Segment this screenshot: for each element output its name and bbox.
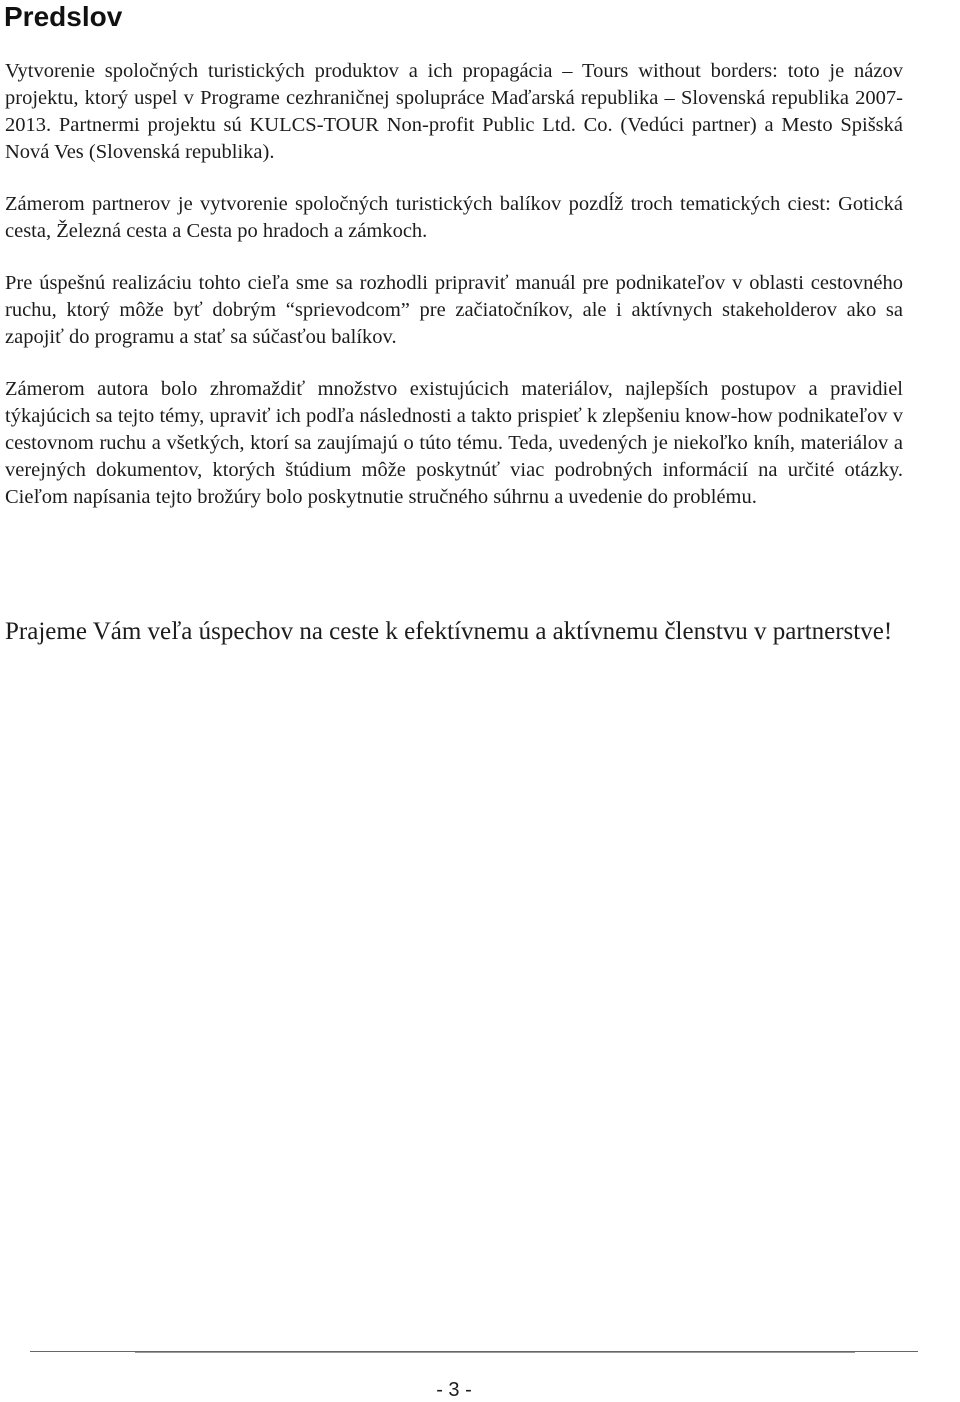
goals-paragraph: Zámerom partnerov je vytvorenie spoločných turistických balíkov pozdĺž troch tematických ciest: Gotická cesta, Železná cesta a Cesta po hradoch a zámkoch. xyxy=(5,193,903,242)
closing-wish: Prajeme Vám veľa úspechov na ceste k efektívnemu a aktívnemu členstvu v partnerstve! xyxy=(5,618,893,645)
page-number: - 3 - xyxy=(436,1379,472,1401)
manual-paragraph: Pre úspešnú realizáciu tohto cieľa sme sa rozhodli pripraviť manuál pre podnikateľov v oblasti cestovného ruchu, ktorý môže byť dobrým “sprievodcom” pre začiatočníkov, ale i aktívnych stakeholderov ako sa zapojiť do programu a stať sa súčasťou balíkov. xyxy=(5,272,903,348)
page-title: Predslov xyxy=(4,1,123,32)
footer-divider-inner xyxy=(135,1352,855,1353)
intro-paragraph: Vytvorenie spoločných turistických produktov a ich propagácia – Tours without borders: toto je názov projektu, ktorý uspel v Programe cezhraničnej spolupráce Maďarská republika – Slovenská republika 2007-2013. Partnermi projektu sú KULCS-TOUR Non-profit Public Ltd. Co. (Vedúci partner) a Mesto Spišská Nová Ves (Slovenská republika). xyxy=(5,60,903,163)
author-paragraph: Zámerom autora bolo zhromaždiť množstvo existujúcich materiálov, najlepších postupov a pravidiel týkajúcich sa tejto témy, upraviť ich podľa následnosti a takto prispieť k zlepšeniu know-how podnikateľov v cestovnom ruchu a všetkých, ktorí sa zaujímajú o túto tému. Teda, uvedených je niekoľko kníh, materiálov a verejných dokumentov, ktorých štúdium môže poskytnúť viac podrobných informácií na určité otázky. Cieľom napísania tejto brožúry bolo poskytnutie stručného súhrnu a uvedenie do problému. xyxy=(5,378,903,508)
